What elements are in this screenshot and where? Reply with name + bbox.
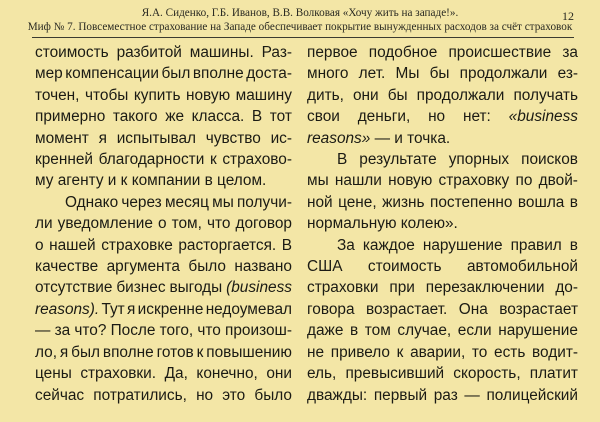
text-line: качестве аргумента было названо <box>35 258 292 276</box>
text-line: ель, превысивший скорость, платит <box>307 365 578 383</box>
text-line: Однако через месяц мы получи- <box>65 193 292 211</box>
running-header <box>0 6 600 34</box>
text-line: ло, я был вполне готов к повышению <box>35 343 292 361</box>
text-line: мы нашли новую страховку по двой- <box>307 172 578 190</box>
text-line: нормальную колею». <box>307 215 458 233</box>
text-line: В результате упорных поисков <box>337 151 578 169</box>
header-authors-title: Я.А. Сиденко, Г.Б. Иванов, В.В. Волковая «Хочу жить на западе!». <box>141 7 459 19</box>
text-line: примерно такого же класса. В тот <box>35 108 292 126</box>
text-line: За каждое нарушение правил в <box>337 236 578 254</box>
text-line: даже в том случае, если нарушение <box>307 322 578 340</box>
text-line: точен, чтобы купить новую машину <box>35 86 292 104</box>
text-line: сейчас потратились, но это было <box>35 386 292 404</box>
header-divider <box>32 37 574 38</box>
text-line: о нашей страховке расторгается. В <box>35 236 292 254</box>
text-line: ной цене, жизнь постепенно вошла в <box>307 193 578 211</box>
text-line: говора возрастает. Она возрастает <box>307 300 578 318</box>
text-line: мер компенсации был вполне доста- <box>35 65 292 83</box>
page-number: 12 <box>562 9 574 23</box>
text-line: цены страховки. Да, конечно, они <box>35 365 292 383</box>
text-line: стоимость разбитой машины. Раз- <box>35 44 292 61</box>
text-line: дить, они бы продолжали получать <box>307 86 578 104</box>
text-column-left <box>35 42 292 406</box>
text-line: reasons» — и точка. <box>307 129 451 147</box>
text-line: reasons). Тут я искренне недоумевал <box>35 300 292 318</box>
text-line: кренней благодарности к страхово- <box>35 151 292 169</box>
text-line: ли уведомление о том, что договор <box>35 215 292 233</box>
text-line: свои деньги, но нет: «business <box>307 108 578 126</box>
header-chapter-title: Миф № 7. Повсеместное страхование на Западе обеспечивает покрытие вынужденных расходов за счёт страховок <box>27 21 573 33</box>
text-line: много лет. Мы бы продолжали ез- <box>307 65 578 83</box>
text-line: момент я испытывал чувство ис- <box>35 129 292 147</box>
text-line: — за что? После того, что произош- <box>35 322 292 340</box>
text-line: му агенту и к компании в целом. <box>35 172 267 190</box>
text-line: первое подобное происшествие за <box>307 44 578 61</box>
text-line: дважды: первый раз — полицейский <box>307 386 578 404</box>
text-line: отсутствие бизнес выгоды (business <box>35 279 292 297</box>
text-line: не привело к аварии, то есть водит- <box>307 343 578 361</box>
text-column-right <box>307 42 578 406</box>
text-line: США стоимость автомобильной <box>307 258 578 276</box>
text-line: страховки при перезаключении до- <box>307 279 578 297</box>
